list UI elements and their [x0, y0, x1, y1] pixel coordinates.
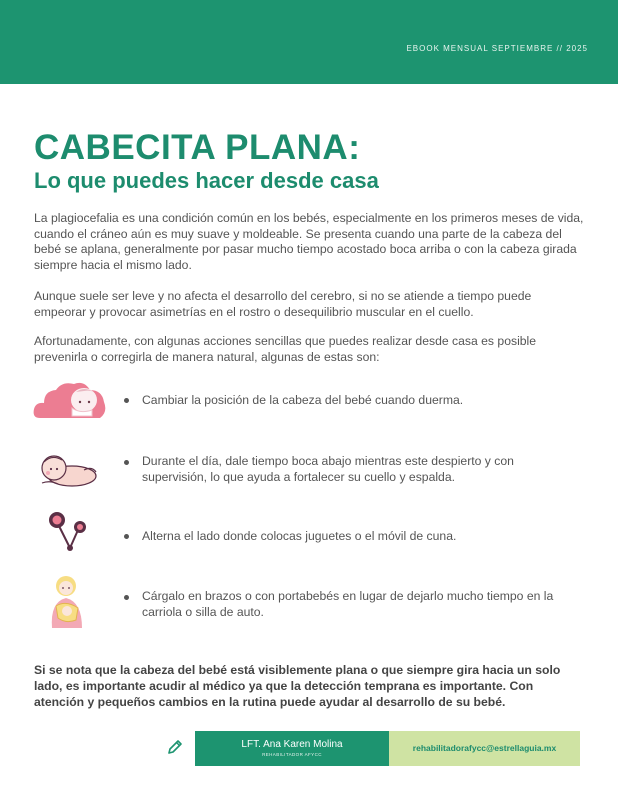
author-name: LFT. Ana Karen Molina	[241, 739, 343, 750]
severity-paragraph: Aunque suele ser leve y no afecta el desarrollo del cerebro, si no se atiende a tiempo puede empeorar y provocar asimetrías en el rostro o desequilibrio muscular en el cuello.	[34, 289, 532, 319]
page-title: CABECITA PLANA:	[34, 128, 361, 167]
email-box	[389, 731, 580, 766]
baby-rattle-toy-icon	[44, 508, 92, 559]
header-band	[0, 0, 618, 84]
tip-text: Cárgalo en brazos o con portabebés en lugar de dejarlo mucho tiempo en la carriola o silla de auto.	[142, 589, 554, 619]
intro-paragraph: La plagiocefalia es una condición común en los bebés, especialmente en los primeros meses de vida, cuando el cráneo aún es muy suave y moldeable. Se presenta cuando una parte de la cabeza del bebé se aplana, generalmente por pasar mucho tiempo acostado boca arriba o con la cabeza girada siempre hacia el mismo lado.	[34, 211, 584, 272]
actions-intro-paragraph: Afortunadamente, con algunas acciones sencillas que puedes realizar desde casa es posible prevenirla o corregirla de manera natural, algunas de estas son:	[34, 334, 537, 364]
author-role: REHABILITADOR AFYCC	[262, 752, 322, 757]
page-subtitle: Lo que puedes hacer desde casa	[34, 168, 379, 193]
sleeping-baby-cloud-icon	[32, 378, 108, 429]
ebook-label: EBOOK MENSUAL SEPTIEMBRE // 2025	[406, 44, 588, 53]
pencil-icon	[166, 738, 184, 761]
closing-note: Si se nota que la cabeza del bebé está visiblemente plana o que siempre gira hacia un solo lado, es importante acudir al médico ya que la detección temprana es importante. Con atención y pequeños cambios en la rutina puede ayudar al desarrollo de su bebé.	[34, 663, 561, 709]
bullet-dot	[124, 398, 129, 403]
author-email[interactable]: rehabilitadorafycc@estrellaguia.mx	[412, 743, 557, 753]
tip-text: Alterna el lado donde colocas juguetes o el móvil de cuna.	[142, 529, 457, 543]
tummy-time-baby-icon	[32, 448, 102, 495]
bullet-dot	[124, 534, 129, 539]
tip-text: Cambiar la posición de la cabeza del bebé cuando duerma.	[142, 393, 464, 407]
bullet-dot	[124, 460, 129, 465]
author-box	[195, 731, 389, 766]
bullet-dot	[124, 595, 129, 600]
baby-in-carrier-icon	[46, 574, 90, 635]
tip-text: Durante el día, dale tiempo boca abajo mientras este despierto y con supervisión, lo que ayuda a fortalecer su cuello y espalda.	[142, 454, 514, 484]
